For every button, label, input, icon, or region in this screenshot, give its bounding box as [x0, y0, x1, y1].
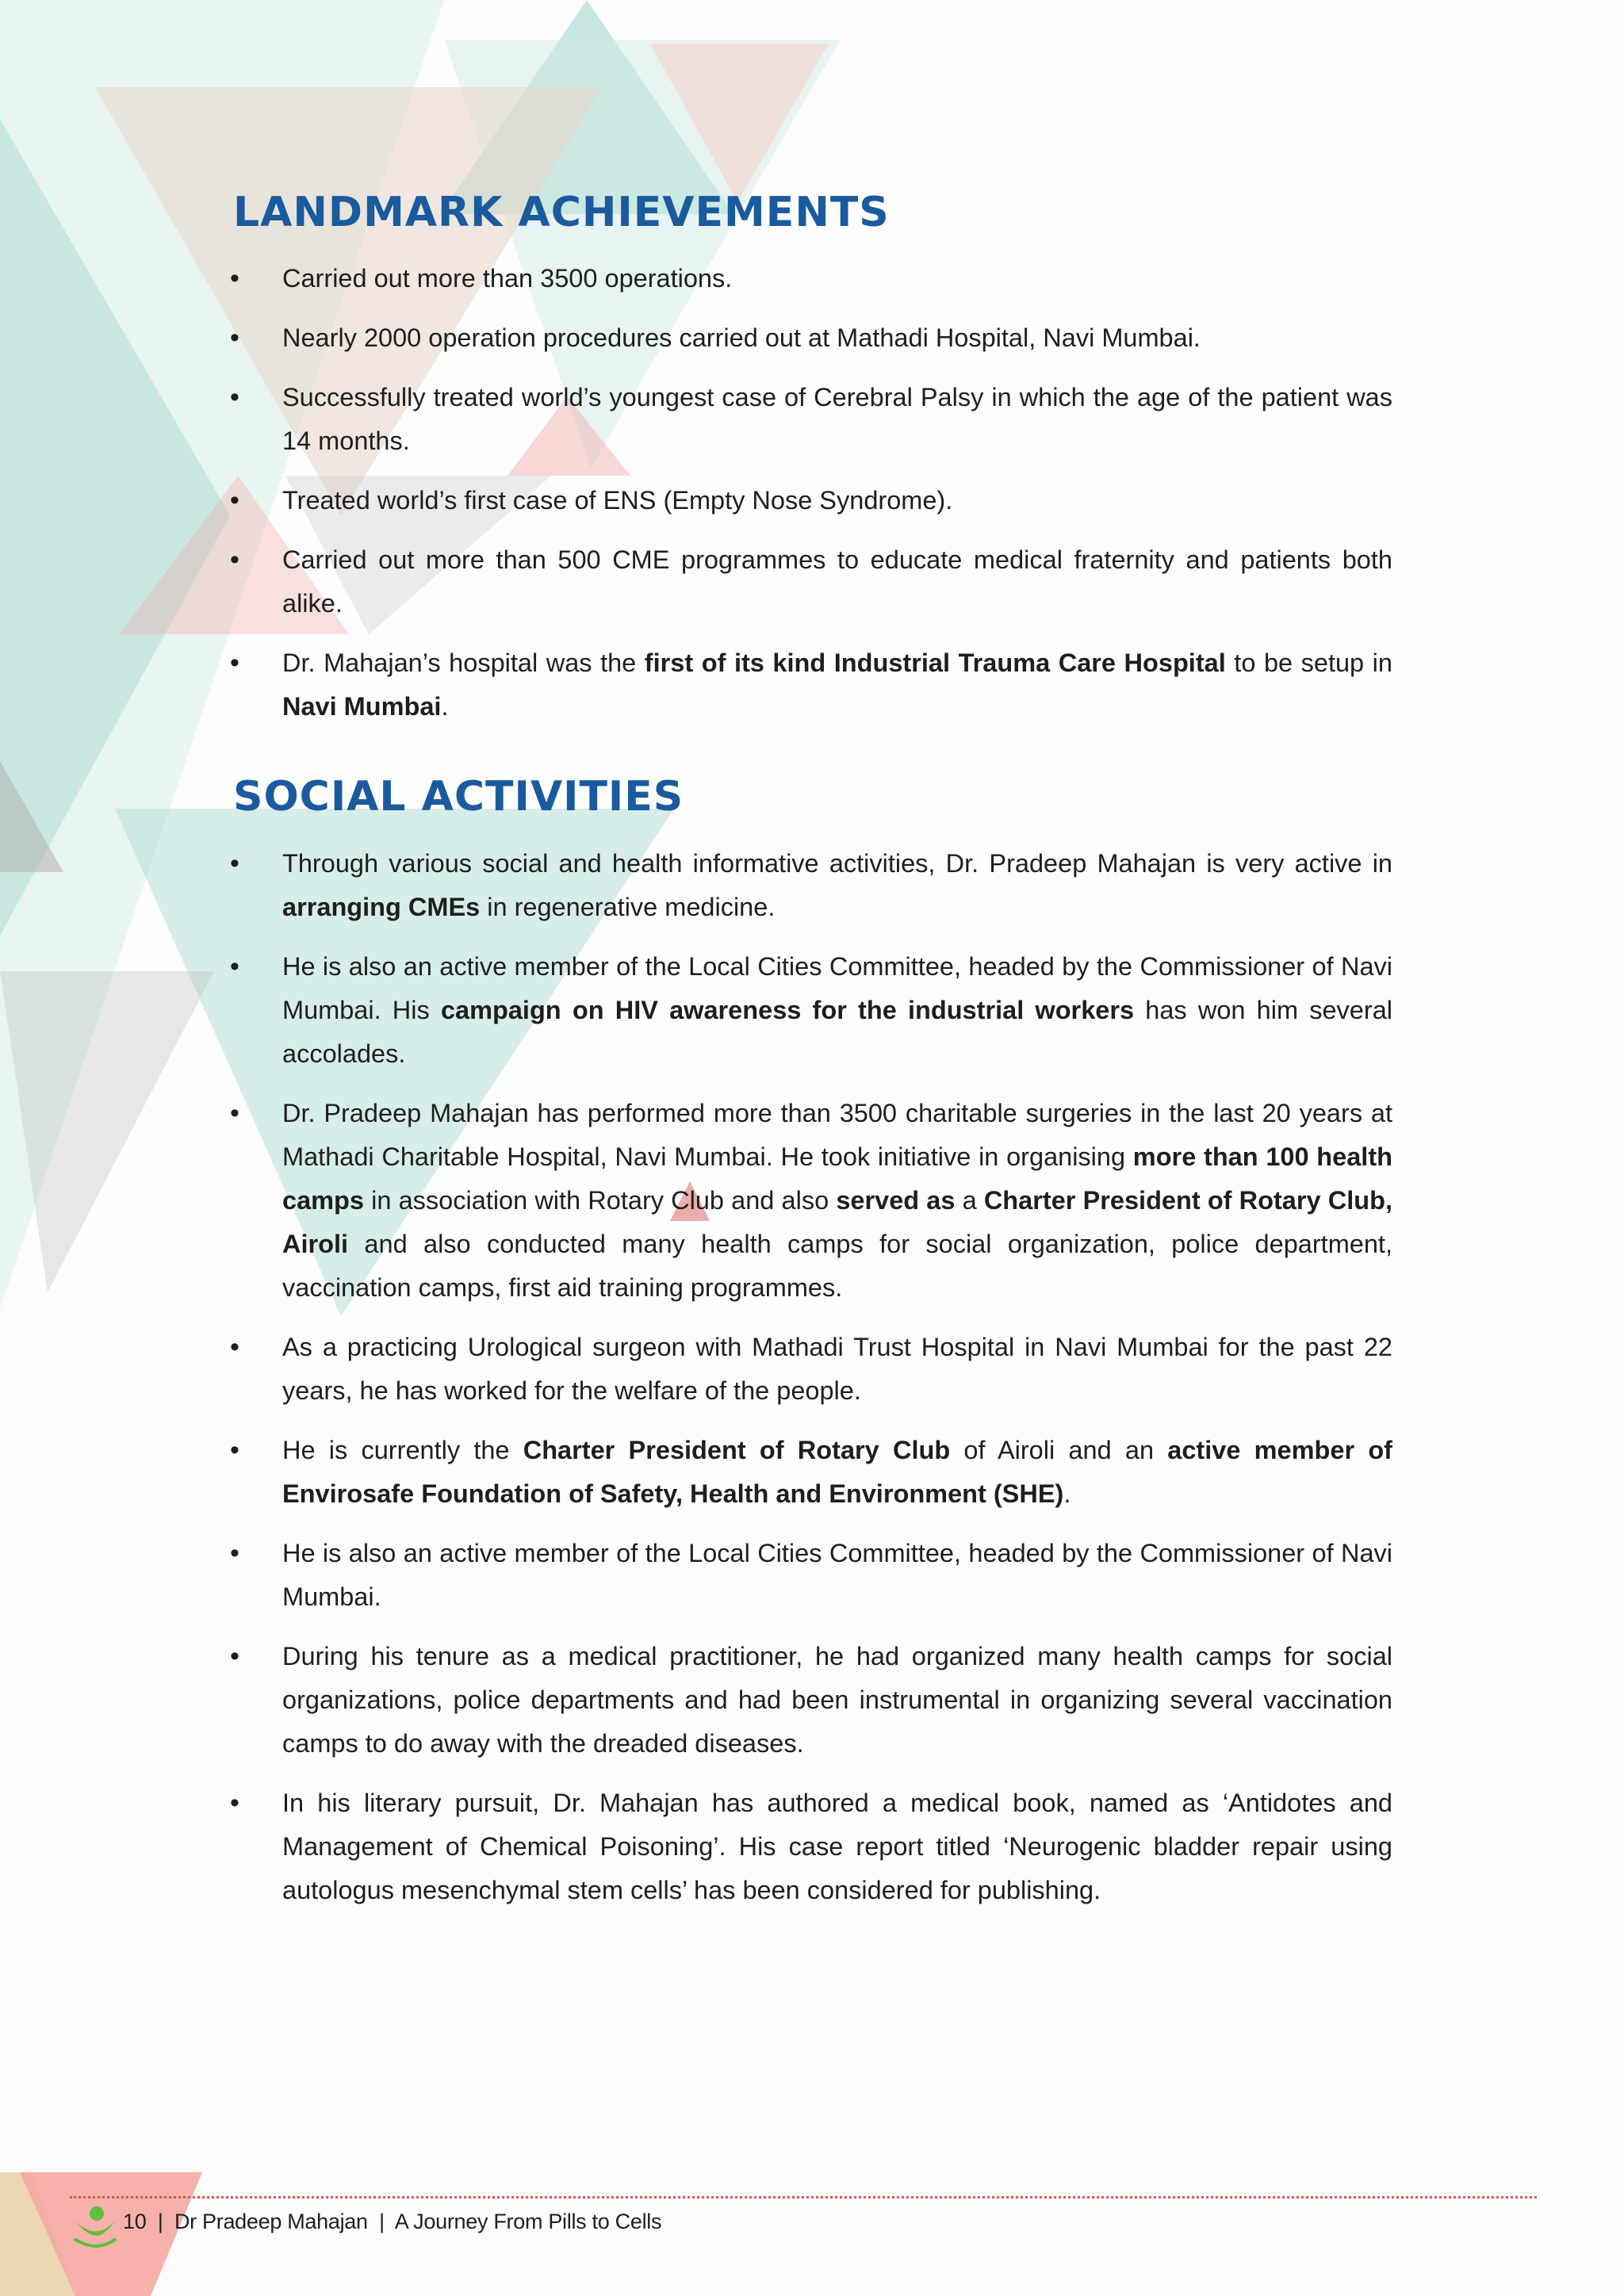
list-item: • Dr. Pradeep Mahajan has performed more than 3500 charitable surgeries in the last 20 years at Mathadi Charitable Hospital, Navi Mumbai. He took initiative in organising more than 100 health camps in association with Rotary Club and also served as a Charter President of Rotary Club, Airoli and also conducted many health camps for social organization, police department, vaccination camps, first aid training programmes.	[233, 1092, 1392, 1310]
list-item: • He is also an active member of the Local Cities Committee, headed by the Commissioner of Navi Mumbai. His campaign on HIV awareness for the industrial workers has won him several accolades.	[233, 945, 1392, 1076]
list-item: • Carried out more than 500 CME programmes to educate medical fraternity and patients both alike.	[233, 538, 1392, 626]
list-item: • Through various social and health informative activities, Dr. Pradeep Mahajan is very active in arranging CMEs in regenerative medicine.	[233, 842, 1392, 929]
list-item: • Carried out more than 3500 operations.	[233, 257, 1392, 300]
achievements-heading: LANDMARK ACHIEVEMENTS	[233, 189, 890, 236]
footer-book-title: A Journey From Pills to Cells	[394, 2210, 662, 2233]
social-list	[233, 842, 1392, 1928]
list-item: • As a practicing Urological surgeon with Mathadi Trust Hospital in Navi Mumbai for the past 22 years, he has worked for the welfare of the people.	[233, 1326, 1392, 1413]
list-item: • Nearly 2000 operation procedures carried out at Mathadi Hospital, Navi Mumbai.	[233, 316, 1392, 360]
social-heading: SOCIAL ACTIVITIES	[233, 773, 684, 821]
list-item: • Successfully treated world’s youngest case of Cerebral Palsy in which the age of the patient was 14 months.	[233, 376, 1392, 463]
list-item: • He is also an active member of the Local Cities Committee, headed by the Commissioner of Navi Mumbai.	[233, 1532, 1392, 1619]
list-item: • During his tenure as a medical practitioner, he had organized many health camps for social organizations, police departments and had been instrumental in organizing several vaccination camps to do away with the dreaded diseases.	[233, 1635, 1392, 1766]
page-footer	[123, 2210, 661, 2234]
footer-author: Dr Pradeep Mahajan	[174, 2210, 368, 2233]
list-item: • Dr. Mahajan’s hospital was the first of its kind Industrial Trauma Care Hospital to be setup in Navi Mumbai.	[233, 641, 1392, 729]
footer-dotted-rule	[70, 2196, 1537, 2198]
footer-separator: |	[157, 2210, 163, 2233]
person-logo-icon	[70, 2204, 119, 2253]
list-item: • In his literary pursuit, Dr. Mahajan has authored a medical book, named as ‘Antidotes and Management of Chemical Poisoning’. His case report titled ‘Neurogenic bladder repair using autologus mesenchymal stem cells’ has been considered for publishing.	[233, 1781, 1392, 1912]
footer-separator: |	[379, 2210, 385, 2233]
page-number: 10	[123, 2210, 147, 2233]
achievements-list	[233, 257, 1392, 744]
list-item: • Treated world’s first case of ENS (Empty Nose Syndrome).	[233, 479, 1392, 522]
list-item: • He is currently the Charter President of Rotary Club of Airoli and an active member of Envirosafe Foundation of Safety, Health and Environment (SHE).	[233, 1429, 1392, 1516]
